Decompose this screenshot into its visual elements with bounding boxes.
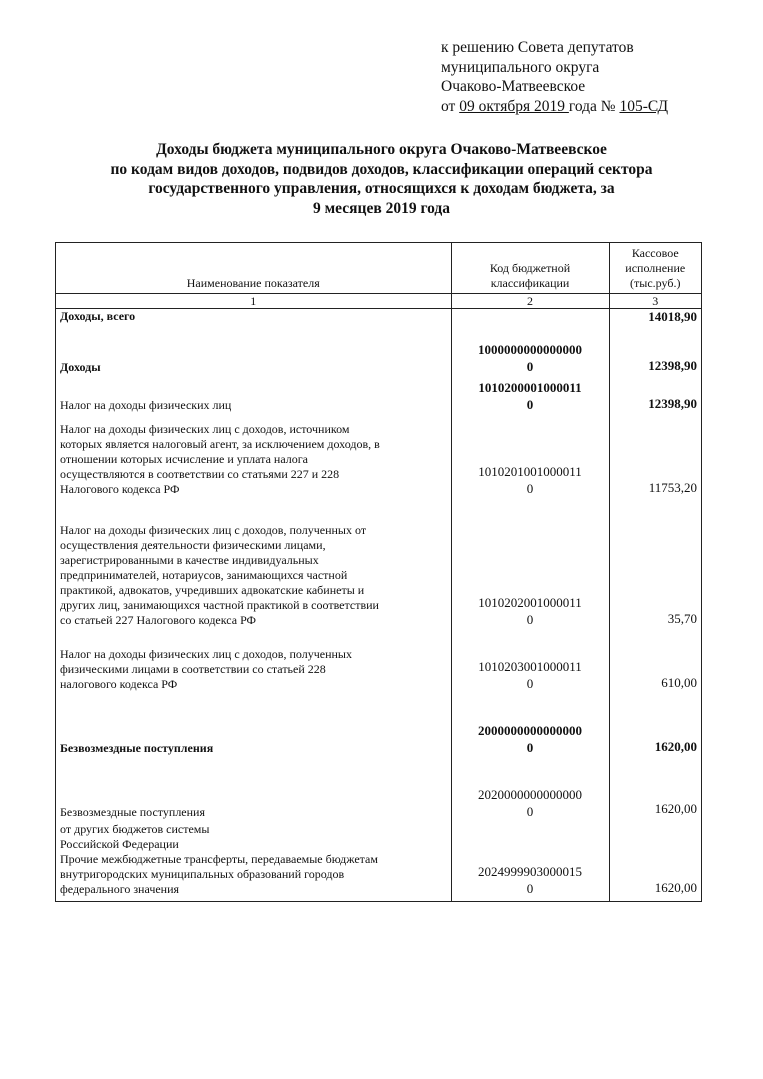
table-row xyxy=(56,696,702,760)
row-name-line: практикой, адвокатов, учредивших адвокатские кабинеты и xyxy=(60,583,365,597)
row-code-line: 2020000000000000 xyxy=(478,787,583,802)
row-name-line: осуществляются в соответствии со статьями 227 и 228 xyxy=(60,467,340,481)
row-name-line: Налог на доходы физических лиц с доходов, полученных xyxy=(60,647,352,661)
column-number-row xyxy=(56,294,702,309)
row-value: 12398,90 xyxy=(609,337,701,379)
row-name-line: Налог на доходы физических лиц с доходов, полученных от xyxy=(60,523,367,537)
row-code-line: 0 xyxy=(526,359,534,374)
row-code-line: 1010201001000011 xyxy=(478,464,582,479)
row-name-line: Доходы, всего xyxy=(60,309,136,323)
row-name-line: Российской Федерации xyxy=(60,837,179,851)
row-name-line: Налогового кодекса РФ xyxy=(60,482,180,496)
row-name xyxy=(56,379,452,417)
approval-line: Очаково-Матвеевское xyxy=(441,78,586,95)
approval-mid: года № xyxy=(568,97,620,115)
column-number: 2 xyxy=(451,294,609,309)
title-line: Доходы бюджета муниципального округа Очаково-Матвеевское xyxy=(156,141,607,158)
row-code-line: 1010200001000011 xyxy=(478,380,582,395)
row-code xyxy=(451,417,609,501)
approval-date: 09 октября 2019 xyxy=(459,97,569,115)
row-name-line: Прочие межбюджетные трансферты, передаваемые бюджетам xyxy=(60,852,378,866)
row-name-line: Налог на доходы физических лиц xyxy=(60,398,232,412)
income-table xyxy=(55,242,702,902)
row-name-line: отношении которых исчисление и уплата налога xyxy=(60,452,308,466)
approval-date-line xyxy=(441,97,741,117)
row-name xyxy=(56,760,452,822)
row-code xyxy=(451,822,609,902)
row-name-line: федерального значения xyxy=(60,882,180,896)
row-value: 14018,90 xyxy=(609,309,701,338)
table-row xyxy=(56,632,702,696)
approval-number: 105-СД xyxy=(619,97,669,115)
row-name-line: Доходы xyxy=(60,360,101,374)
row-name xyxy=(56,417,452,501)
row-code xyxy=(451,379,609,417)
row-code xyxy=(451,760,609,822)
header-value: Кассовое исполнение (тыс.руб.) xyxy=(609,243,701,294)
row-code-line: 1010202001000011 xyxy=(478,595,582,610)
header-name: Наименование показателя xyxy=(56,243,452,294)
row-name-line: которых является налоговый агент, за исключением доходов, в xyxy=(60,437,380,451)
row-value: 1620,00 xyxy=(609,822,701,902)
row-name-line: Безвозмездные поступления xyxy=(60,741,214,755)
table-row xyxy=(56,337,702,379)
row-code xyxy=(451,309,609,338)
table-row xyxy=(56,417,702,501)
row-code-line: 0 xyxy=(526,481,534,496)
row-name xyxy=(56,309,452,338)
row-name xyxy=(56,696,452,760)
row-code-line: 0 xyxy=(526,881,534,896)
row-code xyxy=(451,632,609,696)
row-code-line: 0 xyxy=(526,612,534,627)
row-value: 11753,20 xyxy=(609,417,701,501)
table-row xyxy=(56,379,702,417)
row-name-line: Налог на доходы физических лиц с доходов, источником xyxy=(60,422,350,436)
row-name-line: со статьей 227 Налогового кодекса РФ xyxy=(60,613,257,627)
row-code-line: 0 xyxy=(526,804,534,819)
column-number: 1 xyxy=(56,294,452,309)
column-number: 3 xyxy=(609,294,701,309)
approval-prefix: от xyxy=(441,97,460,115)
row-code-line: 2000000000000000 xyxy=(478,723,583,738)
row-name-line: от других бюджетов системы xyxy=(60,822,210,836)
table-row xyxy=(56,501,702,632)
table-header-row xyxy=(56,243,702,294)
row-name-line: зарегистрированными в качестве индивидуальных xyxy=(60,553,319,567)
row-name xyxy=(56,822,452,902)
row-code-line: 1010203001000011 xyxy=(478,659,582,674)
row-name-line: предпринимателей, нотариусов, занимающихся частной xyxy=(60,568,348,582)
row-value: 1620,00 xyxy=(609,760,701,822)
table-row xyxy=(56,760,702,822)
row-code-line: 0 xyxy=(526,676,534,691)
row-code xyxy=(451,501,609,632)
row-code-line: 0 xyxy=(526,740,534,755)
row-value: 1620,00 xyxy=(609,696,701,760)
row-value: 12398,90 xyxy=(609,379,701,417)
row-code-line: 0 xyxy=(526,397,534,412)
header-code: Код бюджетной классификации xyxy=(451,243,609,294)
title-line: по кодам видов доходов, подвидов доходов, классификации операций сектора xyxy=(110,160,653,178)
row-name-line: внутригородских муниципальных образований городов xyxy=(60,867,345,881)
document-title xyxy=(40,140,723,218)
row-name-line: других лиц, занимающихся частной практикой в соответствии xyxy=(60,598,379,612)
approval-block xyxy=(441,38,741,116)
row-name-line: налогового кодекса РФ xyxy=(60,677,178,691)
title-line: 9 месяцев 2019 года xyxy=(313,199,450,217)
row-code-line: 1000000000000000 xyxy=(478,342,583,357)
row-name xyxy=(56,337,452,379)
row-code-line: 2024999903000015 xyxy=(478,864,583,879)
row-value: 35,70 xyxy=(609,501,701,632)
approval-line: муниципального округа xyxy=(441,58,600,76)
row-name-line: физическими лицами в соответствии со статьей 228 xyxy=(60,662,326,676)
approval-line: к решению Совета депутатов xyxy=(441,39,634,56)
table-row xyxy=(56,309,702,338)
title-line: государственного управления, относящихся к доходам бюджета, за xyxy=(148,180,615,197)
row-value: 610,00 xyxy=(609,632,701,696)
row-code xyxy=(451,337,609,379)
row-name xyxy=(56,632,452,696)
table-row xyxy=(56,822,702,902)
row-name-line: Безвозмездные поступления xyxy=(60,805,205,819)
row-name xyxy=(56,501,452,632)
row-code xyxy=(451,696,609,760)
row-name-line: осуществления деятельности физическими лицами, xyxy=(60,538,326,552)
